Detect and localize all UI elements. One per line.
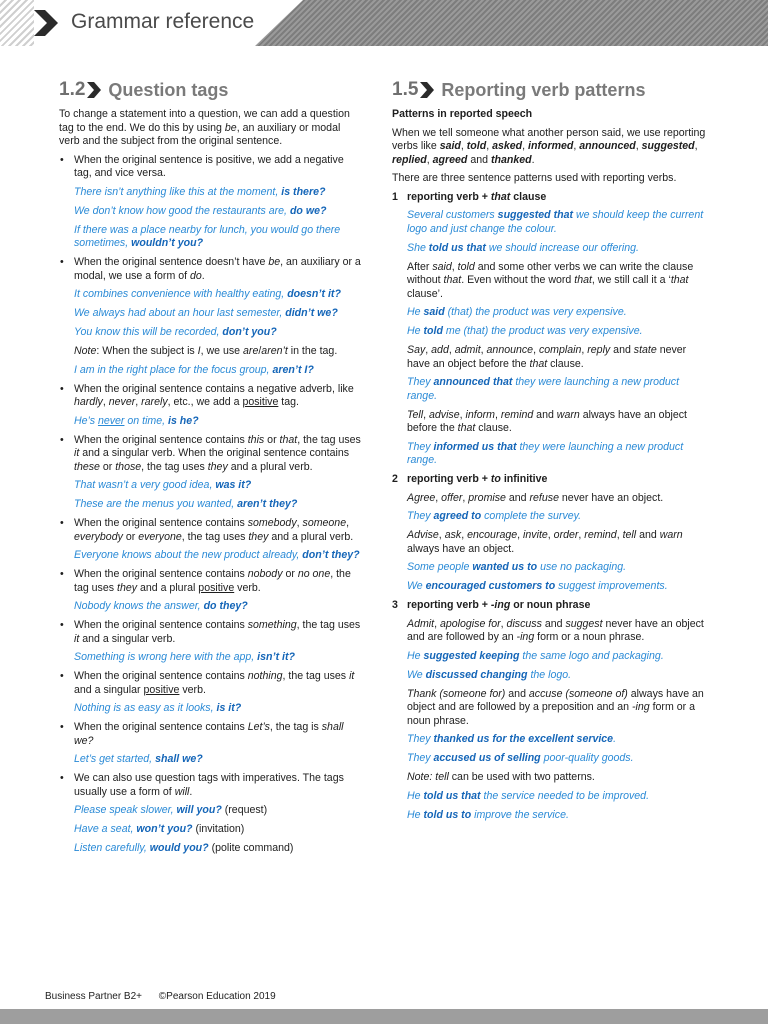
example-sentence: They accused us of selling poor-quality goods. — [407, 752, 634, 764]
bullet-point: • When the original sentence contains somebody, someone, everybody or everyone, the tag uses they and a plural verb. — [59, 517, 363, 544]
chevron-right-icon — [86, 81, 102, 99]
example-sentence: We don’t know how good the restaurants are, do we? — [74, 204, 327, 217]
note-paragraph: Agree, offer, promise and refuse never have an object. — [407, 491, 664, 504]
example-sentence: Everyone knows about the new product already, don’t they? — [74, 549, 360, 561]
example-sentence: We encouraged customers to suggest improvements. — [407, 580, 668, 592]
pattern-number: 3 — [392, 599, 398, 611]
example-sentence: There isn’t anything like this at the moment, is there? — [74, 185, 326, 198]
body-paragraph: There are three sentence patterns used with reporting verbs. — [392, 172, 677, 184]
bullet-point: • When the original sentence contains something, the tag uses it and a singular verb. — [59, 619, 363, 646]
bullet-point: • When the original sentence contains nothing, the tag uses it and a singular positive verb. — [59, 670, 363, 697]
section-reporting-verbs — [392, 78, 706, 828]
example-sentence: Listen carefully, would you? (polite command) — [74, 842, 294, 854]
section-title: Reporting verb patterns — [441, 79, 646, 100]
copyright: ©Pearson Education 2019 — [158, 991, 276, 1002]
example-sentence: He suggested keeping the same logo and packaging. — [407, 649, 664, 662]
example-sentence: He said (that) the product was very expensive. — [407, 306, 627, 318]
pattern-number: 2 — [392, 473, 398, 485]
example-sentence: She told us that we should increase our offering. — [407, 241, 639, 254]
numbered-pattern-heading: 2 reporting verb + to infinitive — [392, 473, 548, 485]
example-sentence: If there was a place nearby for lunch, you would go there sometimes, wouldn’t you? — [74, 223, 341, 249]
bullet-point: • When the original sentence contains Let’s, the tag is shall we? — [59, 721, 363, 748]
example-sentence: Let’s get started, shall we? — [74, 753, 203, 765]
section-title: Question tags — [108, 79, 229, 100]
example-sentence: They informed us that they were launching a new product range. — [407, 440, 684, 466]
note-paragraph: Thank (someone for) and accuse (someone of) always have an object and are followed by a preposition and an -ing form or a noun phrase. — [407, 687, 704, 727]
example-sentence: I am in the right place for the focus group, aren’t I? — [74, 363, 314, 376]
section-content — [59, 154, 363, 856]
book-title: Business Partner B2+ — [45, 991, 142, 1002]
note-paragraph: Tell, advise, inform, remind and warn always have an object before the that clause. — [407, 408, 687, 434]
header-title: Grammar reference — [71, 10, 255, 33]
example-sentence: Something is wrong here with the app, isn’t it? — [74, 651, 295, 663]
example-sentence: Some people wanted us to use no packaging. — [407, 561, 627, 573]
note-paragraph: After said, told and some other verbs we can write the clause without that. Even without the word that, we still call it a ‘that clause’. — [407, 260, 694, 300]
example-sentence: He’s never on time, is he? — [74, 414, 199, 427]
body-paragraph: When we tell someone what another person said, we use reporting verbs like said, told, asked, informed, announced, suggested, replied, agreed and thanked. — [392, 126, 706, 166]
example-sentence: Several customers suggested that we should keep the current logo and just change the colour. — [407, 209, 704, 235]
example-sentence: He told us that the service needed to be improved. — [407, 789, 650, 802]
note-paragraph: Advise, ask, encourage, invite, order, remind, tell and warn always have an object. — [407, 529, 683, 555]
bullet-point: • When the original sentence contains nobody or no one, the tag uses they and a plural positive verb. — [59, 568, 363, 595]
numbered-pattern-heading: 1 reporting verb + that clause — [392, 190, 547, 203]
example-sentence: They announced that they were launching a new product range. — [407, 376, 680, 402]
example-sentence: These are the menus you wanted, aren’t they? — [74, 498, 298, 510]
bullet-point: • When the original sentence contains a negative adverb, like hardly, never, rarely, etc., we add a positive tag. — [59, 383, 363, 410]
bullet-point: • We can also use question tags with imperatives. The tags usually use a form of will. — [59, 772, 363, 799]
section-content — [392, 108, 706, 822]
example-sentence: Please speak slower, will you? (request) — [74, 804, 268, 816]
section-heading — [59, 78, 363, 102]
chevron-right-icon — [419, 81, 435, 99]
note-paragraph: Say, add, admit, announce, complain, reply and state never have an object before the that clause. — [407, 344, 687, 370]
example-sentence: We discussed changing the logo. — [407, 668, 572, 681]
section-heading — [392, 78, 706, 102]
chevron-right-icon — [30, 8, 60, 38]
note-paragraph: Note: When the subject is I, we use are/aren’t in the tag. — [74, 345, 338, 357]
example-sentence: He told us to improve the service. — [407, 808, 569, 821]
header-band — [255, 0, 768, 46]
example-sentence: They thanked us for the excellent service. — [407, 733, 617, 745]
page-footer — [45, 991, 290, 1002]
pattern-number: 1 — [392, 190, 398, 203]
note-paragraph: Note: tell can be used with two patterns. — [407, 771, 595, 783]
example-sentence: He told me (that) the product was very expensive. — [407, 325, 643, 337]
example-sentence: Nothing is as easy as it looks, is it? — [74, 702, 242, 714]
numbered-pattern-heading: 3 reporting verb + -ing or noun phrase — [392, 599, 591, 611]
bullet-point: • When the original sentence doesn’t have be, an auxiliary or a modal, we use a form of do. — [59, 256, 363, 283]
example-sentence: Nobody knows the answer, do they? — [74, 600, 248, 612]
header-stripes — [0, 0, 34, 46]
bullet-point: • When the original sentence contains this or that, the tag uses it and a singular verb. When the original sentence contains these or those, the tag uses they and a plural verb. — [59, 434, 363, 475]
bullet-point: • When the original sentence is positive, we add a negative tag, and vice versa. — [59, 154, 363, 181]
example-sentence: It combines convenience with healthy eating, doesn’t it? — [74, 288, 341, 300]
section-number: 1.2 — [59, 79, 86, 100]
example-sentence: Have a seat, won’t you? (invitation) — [74, 823, 245, 835]
example-sentence: We always had about an hour last semester, didn’t we? — [74, 307, 338, 319]
example-sentence: That wasn’t a very good idea, was it? — [74, 479, 252, 491]
example-sentence: They agreed to complete the survey. — [407, 510, 582, 522]
section-number: 1.5 — [392, 79, 419, 100]
example-sentence: You know this will be recorded, don’t you? — [74, 326, 277, 338]
note-paragraph: Admit, apologise for, discuss and suggest never have an object and are followed by an -ing form or a noun phrase. — [407, 617, 704, 643]
intro-paragraph: To change a statement into a question, we can add a question tag to the end. We do this by using be, an auxiliary or modal verb and the subject from the original sentence. — [59, 108, 350, 147]
footer-bar — [0, 1009, 768, 1024]
section-question-tags — [59, 78, 363, 861]
page-header — [0, 0, 768, 46]
subheading: Patterns in reported speech — [392, 108, 533, 120]
